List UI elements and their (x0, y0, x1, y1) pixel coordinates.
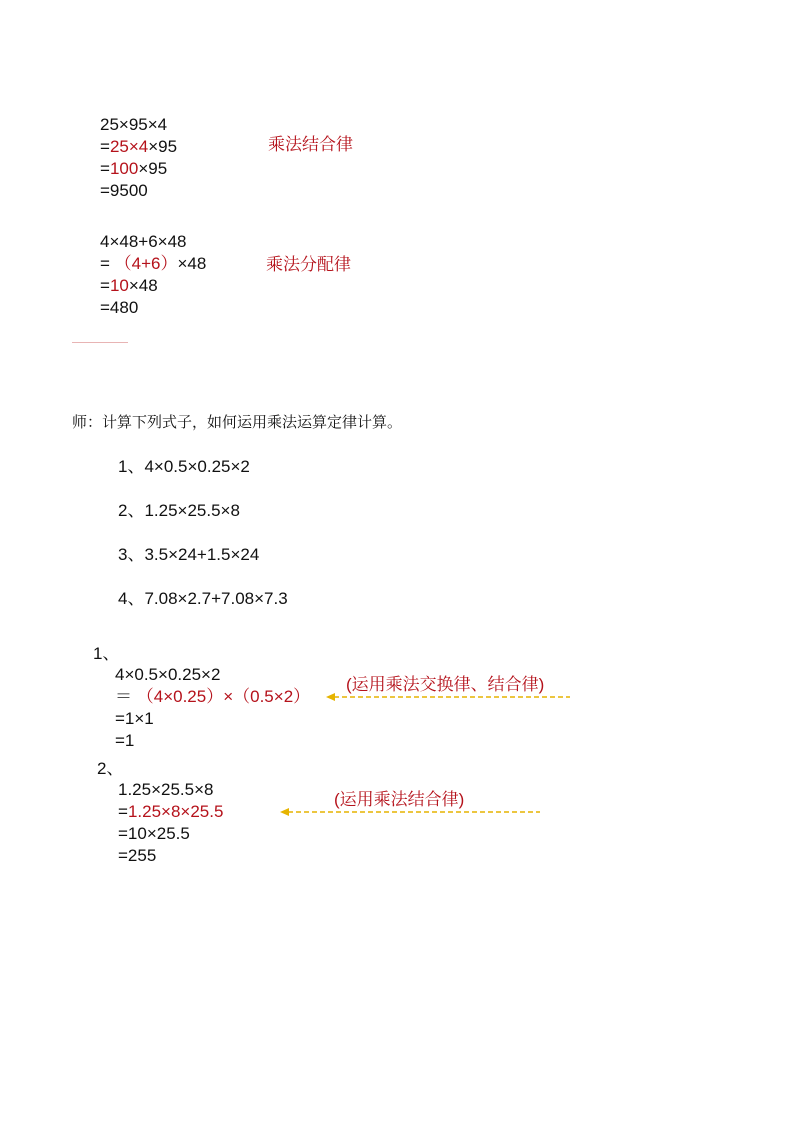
block2-line4: =480 (100, 298, 139, 317)
sol1-line4: =1 (115, 731, 135, 750)
sol1-line2-highlight: （4×0.25）×（0.5×2） (136, 687, 311, 706)
block2-line3-highlight: 10 (109, 276, 129, 295)
block2-line3-prefix: = (100, 276, 110, 295)
block1-line1: 25×95×4 (100, 115, 168, 134)
block1-line3 (100, 158, 167, 180)
block2-line3 (100, 275, 158, 297)
sol2-line2-prefix: = (118, 802, 128, 821)
block1-note: 乘法结合律 (268, 135, 353, 154)
block1-line3-suffix: ×95 (138, 159, 168, 178)
sol1-line1: 4×0.5×0.25×2 (115, 665, 221, 684)
block2-line1: 4×48+6×48 (100, 232, 187, 251)
sol2-line2-highlight: 1.25×8×25.5 (127, 802, 224, 821)
sol2-line3: =10×25.5 (118, 824, 190, 843)
problem-1: 1、4×0.5×0.25×2 (118, 457, 250, 476)
teacher-prompt: 师：计算下列式子，如何运用乘法运算定律计算。 (72, 414, 403, 431)
block1-line3-prefix: = (100, 159, 110, 178)
sol1-line2 (115, 686, 310, 708)
block2-line2-prefix: = (100, 254, 115, 273)
block1-line2-highlight: 25×4 (109, 137, 149, 156)
sol2-line4: =255 (118, 846, 157, 865)
block1-line2 (100, 136, 177, 158)
sol1-note: (运用乘法交换律、结合律) (346, 675, 545, 694)
sol1-line2-prefix: ＝ (115, 687, 137, 706)
sol2-line1: 1.25×25.5×8 (118, 780, 214, 799)
block2-line2-highlight: （4+6） (114, 254, 178, 273)
block1-line3-highlight: 100 (109, 159, 139, 178)
sol1-line3: =1×1 (115, 709, 154, 728)
block2-line2 (100, 253, 206, 275)
sol2-line2 (118, 801, 223, 823)
sol2-number: 2、 (97, 759, 124, 778)
block2-line2-suffix: ×48 (177, 254, 207, 273)
block2-line3-suffix: ×48 (128, 276, 158, 295)
problem-3: 3、3.5×24+1.5×24 (118, 545, 260, 564)
sol2-note: (运用乘法结合律) (334, 790, 465, 809)
problem-4: 4、7.08×2.7+7.08×7.3 (118, 589, 288, 608)
block1-line2-prefix: = (100, 137, 110, 156)
divider (72, 342, 128, 343)
block1-line2-suffix: ×95 (148, 137, 178, 156)
sol1-number: 1、 (93, 644, 120, 663)
block1-line4: =9500 (100, 181, 148, 200)
block2-note: 乘法分配律 (266, 255, 351, 274)
problem-2: 2、1.25×25.5×8 (118, 501, 240, 520)
